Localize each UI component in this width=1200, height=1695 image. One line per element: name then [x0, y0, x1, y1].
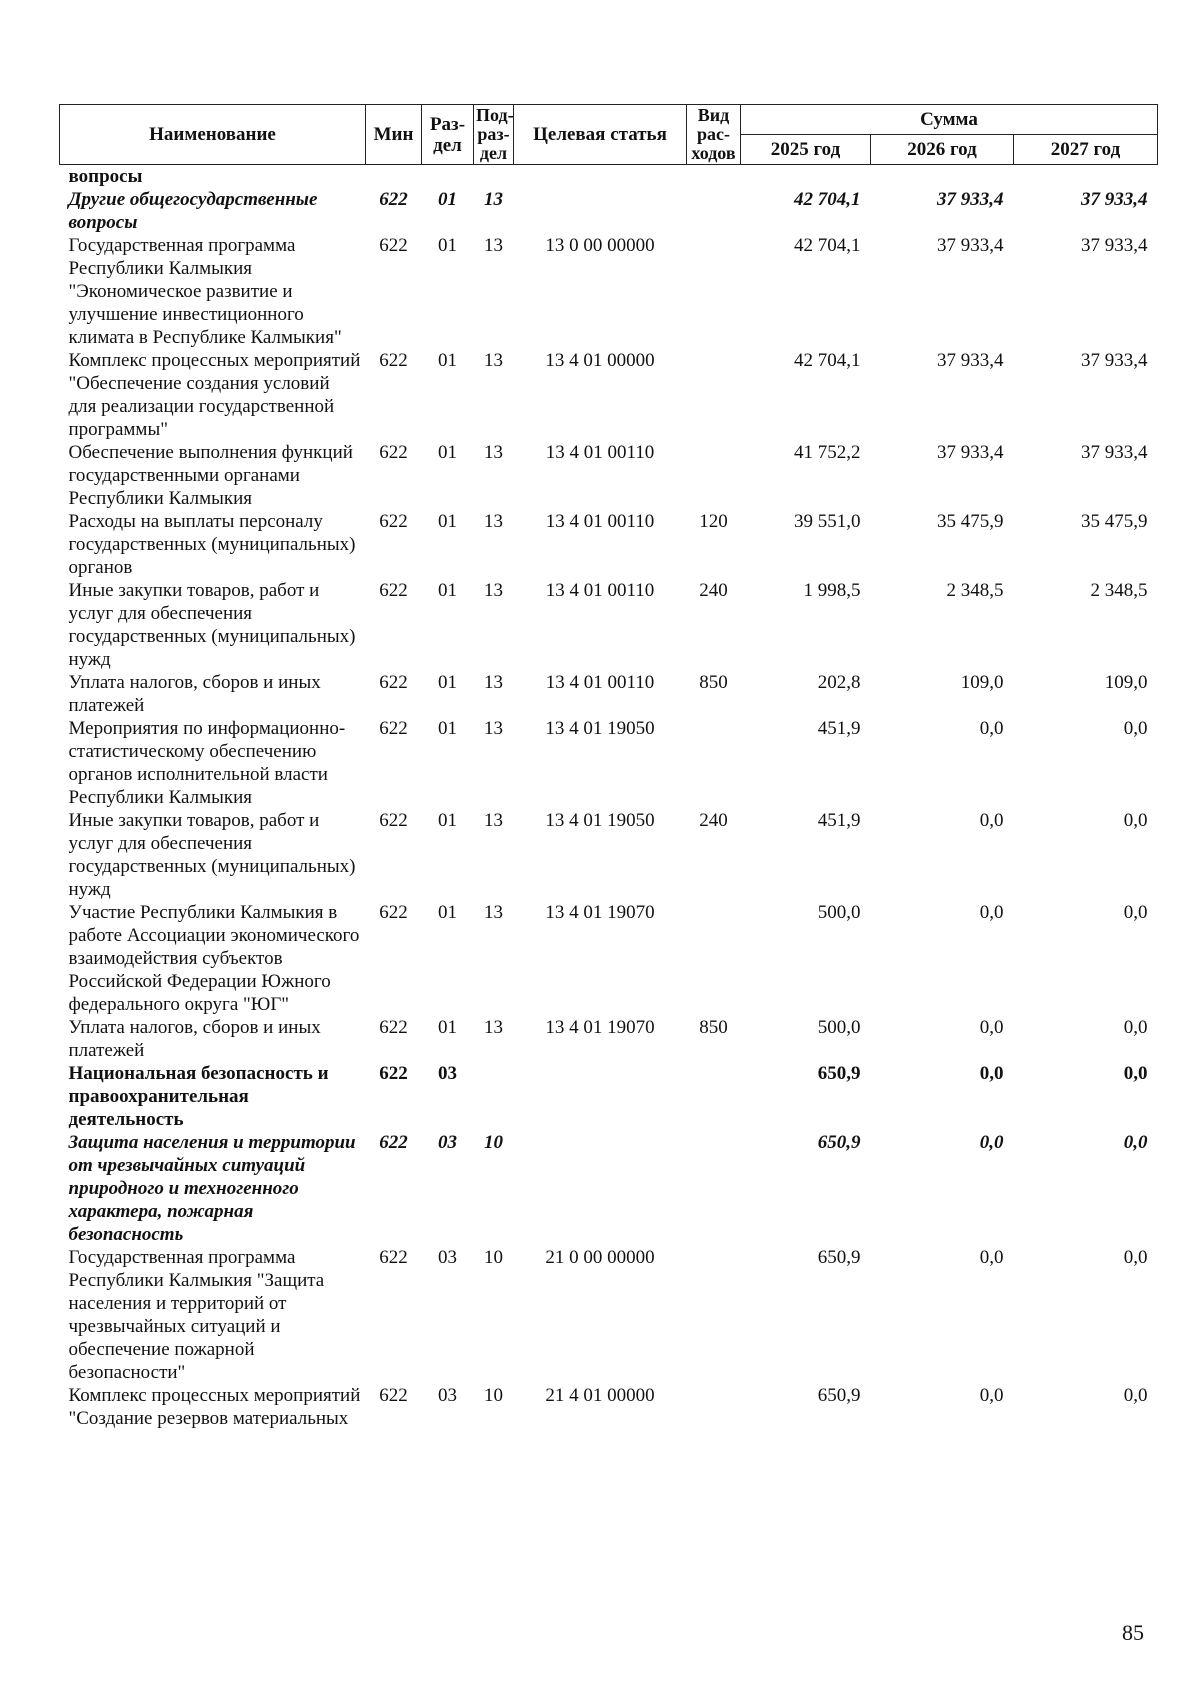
table-row [60, 1131, 1158, 1246]
budget-table [59, 104, 1158, 1430]
row-sum-2025: 650,9 [817, 1247, 861, 1268]
row-expense-type [687, 901, 741, 1016]
header-razdel: Раз-дел [422, 105, 474, 165]
table-row [60, 234, 1158, 349]
row-expense-type [687, 188, 741, 234]
row-sum-2026 [871, 165, 1014, 189]
row-sum-2027 [1014, 165, 1158, 189]
row-razdel: 01 [438, 810, 457, 831]
table-row [60, 1384, 1158, 1430]
row-name: Участие Республики Калмыкия в работе Ассоциации экономического взаимодействия субъектов Российской Федерации Южного федерального округа "ЮГ" [68, 902, 360, 1015]
row-expense-type [687, 1131, 741, 1246]
row-sum-2026: 0,0 [979, 1385, 1004, 1406]
row-sum-2025: 500,0 [817, 1017, 861, 1038]
row-razdel: 03 [438, 1247, 457, 1268]
row-sum-2025: 650,9 [817, 1063, 861, 1084]
row-podrazdel: 13 [484, 718, 503, 739]
row-ministry: 622 [379, 189, 408, 210]
row-target-article: 13 4 01 00110 [545, 442, 655, 463]
row-target-article: 13 4 01 19050 [545, 718, 655, 739]
row-target-article: 13 0 00 00000 [545, 235, 655, 256]
header-year-2027: 2027 год [1014, 135, 1158, 165]
row-expense-type: 850 [699, 672, 728, 693]
row-sum-2026: 0,0 [979, 1063, 1004, 1084]
row-sum-2027: 0,0 [1123, 1063, 1148, 1084]
row-expense-type [687, 234, 741, 349]
row-sum-2026: 109,0 [960, 672, 1004, 693]
row-name: Уплата налогов, сборов и иных платежей [68, 672, 321, 716]
row-expense-type: 120 [699, 511, 728, 532]
row-razdel: 03 [438, 1063, 457, 1084]
row-sum-2025: 650,9 [817, 1385, 861, 1406]
table-row [60, 510, 1158, 579]
row-sum-2027: 37 933,4 [1081, 235, 1148, 256]
row-sum-2027: 0,0 [1123, 718, 1148, 739]
row-target-article [514, 165, 687, 189]
row-name: Другие общегосударственные вопросы [68, 189, 318, 233]
row-podrazdel: 13 [484, 810, 503, 831]
header-year-2025: 2025 год [741, 135, 871, 165]
row-podrazdel: 13 [484, 511, 503, 532]
table-row [60, 717, 1158, 809]
row-sum-2025: 650,9 [817, 1132, 861, 1153]
row-target-article: 13 4 01 00110 [545, 580, 655, 601]
row-name: Иные закупки товаров, работ и услуг для обеспечения государственных (муниципальных) нужд [68, 810, 356, 900]
header-podrazdel: Под-раз-дел [474, 105, 514, 165]
row-ministry: 622 [379, 902, 408, 923]
table-row [60, 188, 1158, 234]
row-expense-type [687, 1384, 741, 1430]
row-target-article [514, 188, 687, 234]
row-sum-2025: 451,9 [817, 810, 861, 831]
row-ministry: 622 [379, 718, 408, 739]
row-podrazdel: 13 [484, 580, 503, 601]
row-name: Комплекс процессных мероприятий "Создание резервов материальных [68, 1385, 361, 1429]
row-sum-2027: 0,0 [1123, 1385, 1148, 1406]
row-razdel: 01 [438, 189, 457, 210]
row-razdel: 01 [438, 580, 457, 601]
row-podrazdel: 13 [484, 672, 503, 693]
table-row [60, 1016, 1158, 1062]
row-name: Государственная программа Республики Калмыкия "Защита населения и территорий от чрезвычайных ситуаций и обеспечение пожарной безопасности" [68, 1247, 325, 1383]
header-name: Наименование [60, 105, 366, 165]
row-sum-2025: 41 752,2 [794, 442, 861, 463]
table-row [60, 901, 1158, 1016]
row-sum-2027: 37 933,4 [1081, 442, 1148, 463]
table-header [60, 105, 1158, 165]
row-name: Государственная программа Республики Калмыкия "Экономическое развитие и улучшение инвестиционного климата в Республике Калмыкия" [68, 235, 342, 348]
row-expense-type [687, 1246, 741, 1384]
row-sum-2025: 451,9 [817, 718, 861, 739]
header-target-article: Целевая статья [514, 105, 687, 165]
row-target-article: 13 4 01 19050 [545, 810, 655, 831]
row-sum-2026: 37 933,4 [937, 189, 1004, 210]
table-row [60, 165, 1158, 189]
row-target-article: 13 4 01 00110 [545, 511, 655, 532]
row-podrazdel: 10 [484, 1247, 503, 1268]
header-year-2026: 2026 год [871, 135, 1014, 165]
row-expense-type [687, 165, 741, 189]
row-ministry: 622 [379, 1385, 408, 1406]
row-podrazdel: 10 [484, 1132, 503, 1153]
row-sum-2027: 0,0 [1123, 1247, 1148, 1268]
row-expense-type [687, 441, 741, 510]
row-ministry [366, 165, 422, 189]
row-name: вопросы [68, 166, 143, 187]
row-razdel: 01 [438, 442, 457, 463]
row-sum-2026: 0,0 [979, 1247, 1004, 1268]
row-sum-2026: 2 348,5 [946, 580, 1004, 601]
row-sum-2027: 0,0 [1123, 810, 1148, 831]
row-podrazdel: 13 [484, 1017, 503, 1038]
row-ministry: 622 [379, 1063, 408, 1084]
row-expense-type: 240 [699, 810, 728, 831]
row-ministry: 622 [379, 1132, 408, 1153]
row-sum-2027: 35 475,9 [1081, 511, 1148, 532]
row-sum-2026: 0,0 [979, 1132, 1004, 1153]
row-name: Мероприятия по информационно-статистическому обеспечению органов исполнительной власти Республики Калмыкия [68, 718, 346, 808]
table-row [60, 441, 1158, 510]
table-row [60, 671, 1158, 717]
row-ministry: 622 [379, 1017, 408, 1038]
row-name: Национальная безопасность и правоохранительная деятельность [68, 1063, 329, 1130]
table-row [60, 1246, 1158, 1384]
table-row [60, 809, 1158, 901]
row-name: Защита населения и территории от чрезвычайных ситуаций природного и техногенного характера, пожарная безопасность [68, 1132, 356, 1245]
row-razdel: 01 [438, 1017, 457, 1038]
row-ministry: 622 [379, 511, 408, 532]
row-razdel: 01 [438, 672, 457, 693]
row-sum-2026: 0,0 [979, 718, 1004, 739]
row-sum-2026: 35 475,9 [937, 511, 1004, 532]
row-sum-2026: 37 933,4 [937, 350, 1004, 371]
row-sum-2025: 39 551,0 [794, 511, 861, 532]
header-sum: Сумма [741, 105, 1158, 135]
row-sum-2025: 42 704,1 [794, 235, 861, 256]
row-expense-type [687, 349, 741, 441]
row-podrazdel: 13 [484, 902, 503, 923]
row-expense-type [687, 717, 741, 809]
row-expense-type [687, 1062, 741, 1131]
row-sum-2025: 42 704,1 [794, 189, 861, 210]
row-podrazdel: 10 [484, 1385, 503, 1406]
row-razdel: 01 [438, 350, 457, 371]
row-sum-2026: 0,0 [979, 902, 1004, 923]
row-sum-2026: 37 933,4 [937, 235, 1004, 256]
row-sum-2025: 500,0 [817, 902, 861, 923]
row-ministry: 622 [379, 350, 408, 371]
row-sum-2027: 109,0 [1104, 672, 1148, 693]
row-razdel: 01 [438, 235, 457, 256]
row-sum-2026: 0,0 [979, 1017, 1004, 1038]
row-ministry: 622 [379, 672, 408, 693]
row-target-article: 13 4 01 00110 [545, 672, 655, 693]
row-sum-2025: 1 998,5 [803, 580, 861, 601]
table-row [60, 579, 1158, 671]
table-body [60, 165, 1158, 1431]
table-row [60, 1062, 1158, 1131]
row-sum-2027: 0,0 [1123, 1017, 1148, 1038]
row-sum-2025 [741, 165, 871, 189]
row-podrazdel: 13 [484, 189, 503, 210]
row-ministry: 622 [379, 1247, 408, 1268]
row-podrazdel: 13 [484, 442, 503, 463]
row-ministry: 622 [379, 810, 408, 831]
table-row [60, 349, 1158, 441]
row-sum-2027: 2 348,5 [1090, 580, 1148, 601]
row-sum-2025: 202,8 [817, 672, 861, 693]
row-sum-2025: 42 704,1 [794, 350, 861, 371]
row-razdel: 01 [438, 511, 457, 532]
row-target-article: 13 4 01 00000 [545, 350, 655, 371]
row-target-article: 13 4 01 19070 [545, 1017, 655, 1038]
row-podrazdel [474, 165, 514, 189]
page-number: 85 [1122, 1620, 1144, 1645]
row-target-article: 21 4 01 00000 [545, 1385, 655, 1406]
row-razdel: 01 [438, 718, 457, 739]
row-razdel: 03 [438, 1132, 457, 1153]
row-name: Иные закупки товаров, работ и услуг для обеспечения государственных (муниципальных) нужд [68, 580, 356, 670]
row-sum-2026: 0,0 [979, 810, 1004, 831]
row-target-article [514, 1062, 687, 1131]
row-razdel: 03 [438, 1385, 457, 1406]
row-ministry: 622 [379, 442, 408, 463]
row-ministry: 622 [379, 235, 408, 256]
row-expense-type: 850 [699, 1017, 728, 1038]
row-name: Уплата налогов, сборов и иных платежей [68, 1017, 321, 1061]
row-target-article: 13 4 01 19070 [545, 902, 655, 923]
row-podrazdel: 13 [484, 235, 503, 256]
header-expense-type: Вид рас-ходов [687, 105, 741, 165]
row-sum-2027: 0,0 [1123, 902, 1148, 923]
row-expense-type: 240 [699, 580, 728, 601]
row-podrazdel: 13 [484, 350, 503, 371]
row-razdel [422, 165, 474, 189]
row-ministry: 622 [379, 580, 408, 601]
row-target-article [514, 1131, 687, 1246]
row-sum-2026: 37 933,4 [937, 442, 1004, 463]
row-name: Комплекс процессных мероприятий "Обеспечение создания условий для реализации государственной программы" [68, 350, 361, 440]
row-podrazdel [474, 1062, 514, 1131]
row-sum-2027: 37 933,4 [1081, 350, 1148, 371]
row-razdel: 01 [438, 902, 457, 923]
row-name: Расходы на выплаты персоналу государственных (муниципальных) органов [68, 511, 356, 578]
row-target-article: 21 0 00 00000 [545, 1247, 655, 1268]
row-sum-2027: 37 933,4 [1081, 189, 1148, 210]
header-min: Мин [366, 105, 422, 165]
row-name: Обеспечение выполнения функций государственными органами Республики Калмыкия [68, 442, 353, 509]
row-sum-2027: 0,0 [1123, 1132, 1148, 1153]
